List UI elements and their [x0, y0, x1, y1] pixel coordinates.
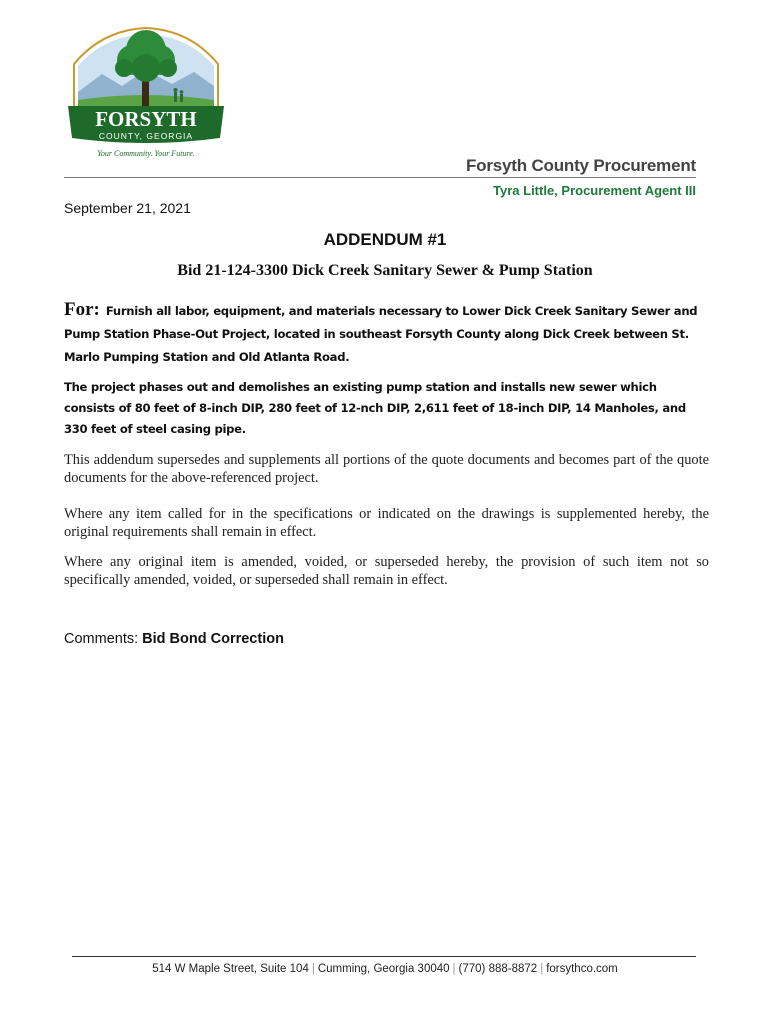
for-label: For:	[64, 299, 100, 320]
document-date: September 21, 2021	[64, 200, 191, 216]
footer-separator: |	[311, 963, 315, 975]
footer-separator: |	[540, 963, 544, 975]
footer	[0, 963, 770, 975]
addendum-title: ADDENDUM #1	[323, 230, 447, 249]
paragraph-supplemented: Where any item called for in the specifications or indicated on the drawings is supplemented hereby, the original requirements shall remain in effect.	[64, 506, 709, 540]
footer-website: forsythco.com	[546, 963, 618, 975]
logo-subtitle: COUNTY, GEORGIA	[98, 131, 194, 141]
org-title: Forsyth County Procurement	[466, 156, 696, 175]
footer-phone: (770) 888-8872	[458, 963, 538, 975]
comments-value: Bid Bond Correction	[142, 631, 284, 647]
comments-line	[64, 631, 284, 647]
forsyth-county-logo	[62, 20, 230, 162]
project-description: The project phases out and demolishes an existing pump station and installs new sewer which consists of 80 feet of 8-inch DIP, 280 feet of 12-nch DIP, 2,611 feet of 18-inch DIP, 14 Manholes, and 330 feet of steel casing pipe.	[64, 380, 686, 436]
logo-tagline: Your Community. Your Future.	[97, 149, 195, 158]
logo-name: FORSYTH	[95, 107, 197, 131]
paragraph-amended: Where any original item is amended, voided, or superseded hereby, the provision of such item not so specifically amended, voided, or superseded shall remain in effect.	[64, 554, 709, 588]
header-divider	[64, 177, 696, 178]
for-text: Furnish all labor, equipment, and materials necessary to Lower Dick Creek Sanitary Sewer and Pump Station Phase-Out Project, located in southeast Forsyth County along Dick Creek between St. Marlo Pumping Station and Old Atlanta Road.	[64, 304, 698, 364]
comments-label: Comments:	[64, 631, 139, 647]
procurement-agent: Tyra Little, Procurement Agent III	[493, 183, 696, 198]
footer-city: Cumming, Georgia 30040	[317, 963, 450, 975]
footer-divider	[72, 956, 696, 957]
paragraph-supersedes: This addendum supersedes and supplements all portions of the quote documents and becomes part of the quote documents for the above-referenced project.	[64, 452, 709, 486]
for-statement	[64, 298, 709, 369]
footer-address: 514 W Maple Street, Suite 104	[152, 963, 309, 975]
footer-separator: |	[452, 963, 456, 975]
bid-title: Bid 21-124-3300 Dick Creek Sanitary Sewer & Pump Station	[177, 262, 593, 279]
